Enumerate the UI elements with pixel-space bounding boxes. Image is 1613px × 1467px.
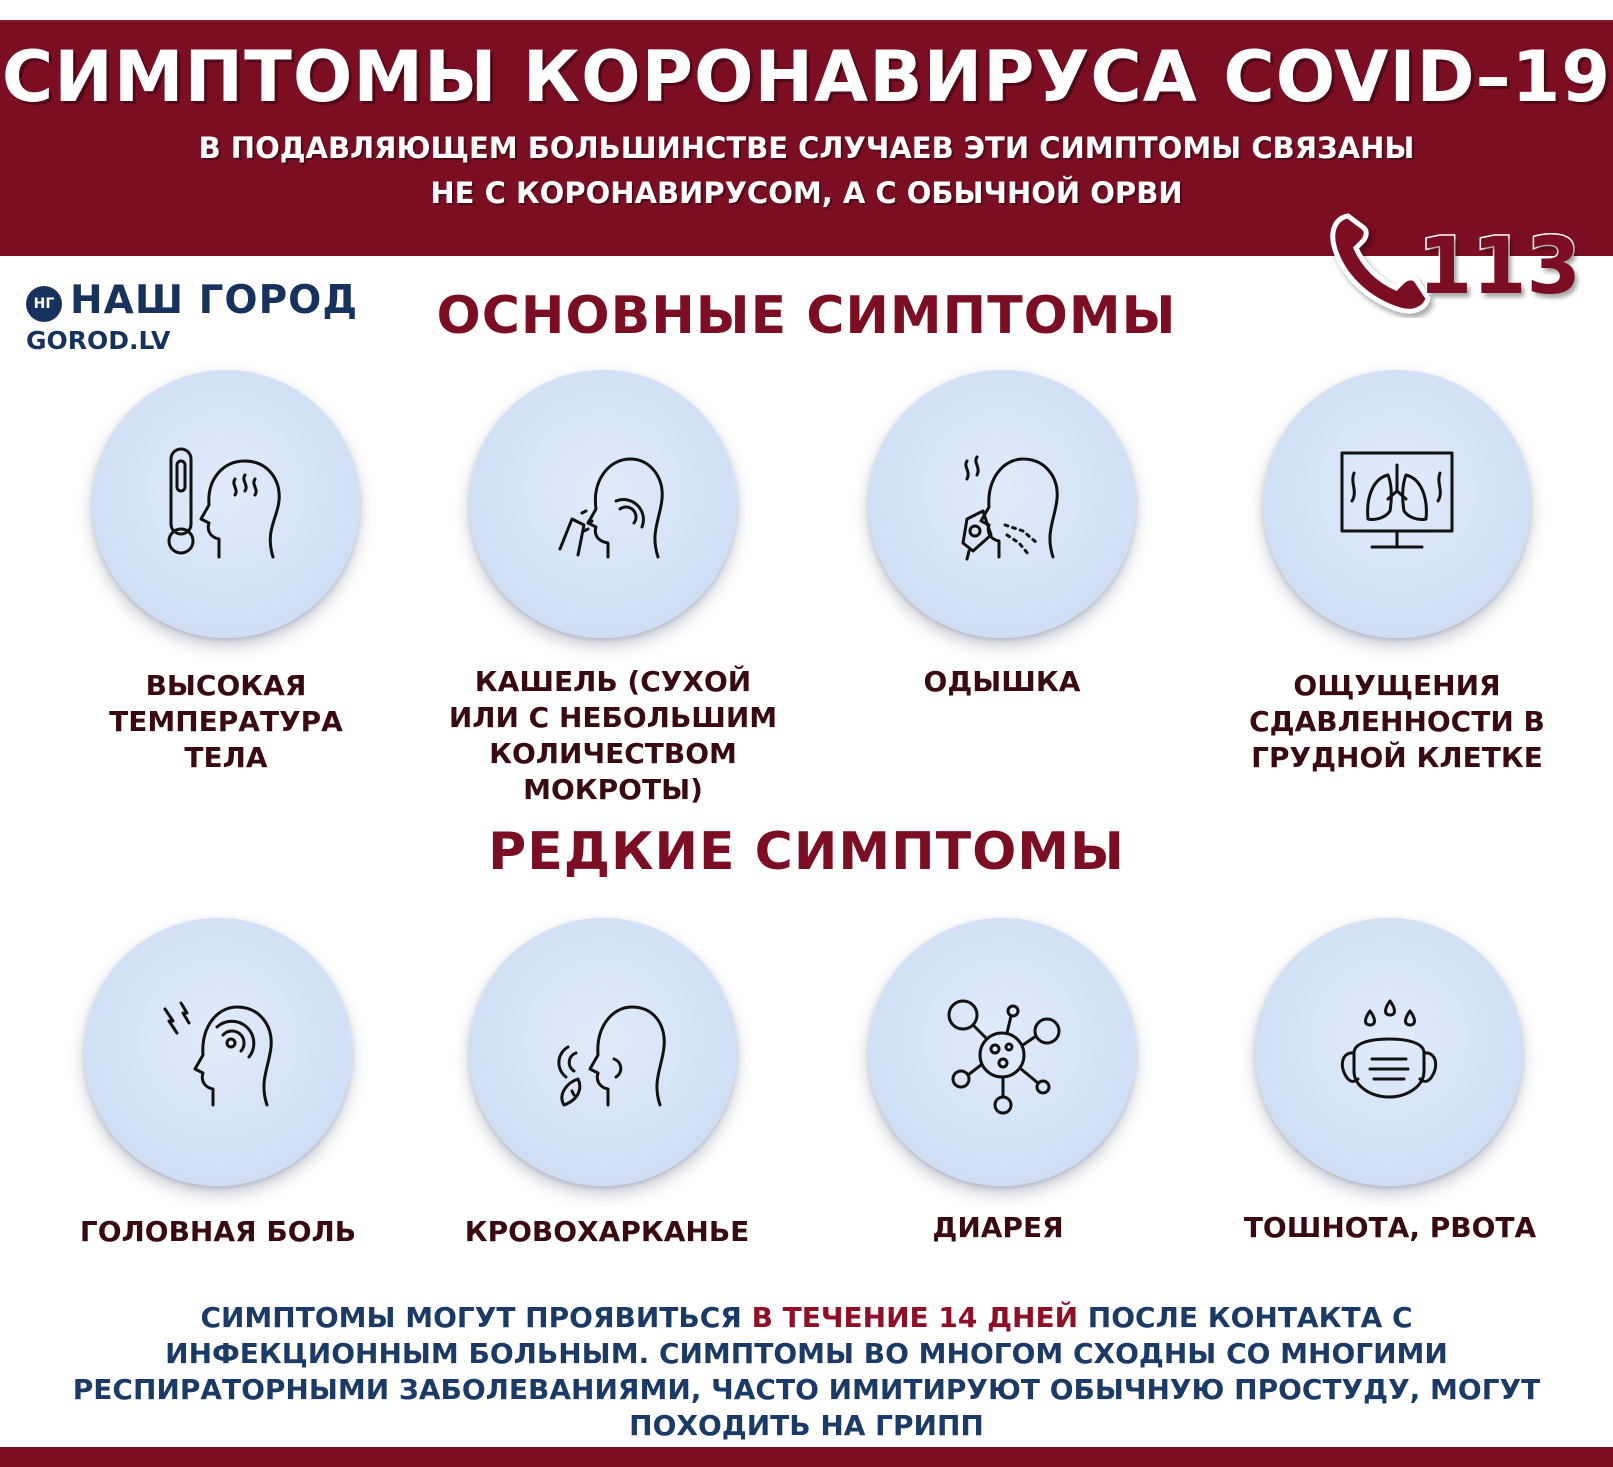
symptom-label-hemoptysis: КРОВОХАРКАНЬЕ — [464, 1215, 750, 1248]
footer-highlight: В ТЕЧЕНИЕ 14 ДНЕЙ — [751, 1301, 1079, 1334]
symptom-circle-diarrhea — [868, 918, 1136, 1186]
symptom-circle-chest — [1263, 370, 1531, 638]
subtitle-line-1: В ПОДАВЛЯЮЩЕМ БОЛЬШИНСТВЕ СЛУЧАЕВ ЭТИ СИМПТОМЫ СВЯЗАНЫ — [198, 131, 1415, 165]
rare-symptoms-title: РЕДКИЕ СИМПТОМЫ — [488, 822, 1125, 882]
thermometer-head-icon — [161, 439, 291, 569]
breath-mask-icon — [937, 439, 1067, 569]
virus-molecule-icon — [937, 987, 1067, 1117]
symptom-label-headache: ГОЛОВНАЯ БОЛЬ — [79, 1215, 357, 1248]
symptom-label-diarrhea: ДИАРЕЯ — [932, 1211, 1064, 1244]
logo-url: GOROD.LV — [26, 326, 171, 355]
subtitle-line-2: НЕ С КОРОНАВИРУСОМ, А С ОБЫЧНОЙ ОРВИ — [430, 176, 1183, 210]
symptom-label-chest: ОЩУЩЕНИЯ СДАВЛЕННОСТИ В ГРУДНОЙ КЛЕТКЕ — [1249, 669, 1545, 774]
main-symptoms-title: ОСНОВНЫЕ СИМПТОМЫ — [436, 286, 1177, 346]
footer-note — [60, 1300, 1553, 1444]
cough-icon — [538, 439, 668, 569]
symptom-circle-hemoptysis — [469, 918, 737, 1186]
symptom-circle-nausea — [1255, 918, 1523, 1186]
symptom-label-cough: КАШЕЛЬ (СУХОЙ ИЛИ С НЕБОЛЬШИМ КОЛИЧЕСТВОМ МОКРОТЫ) — [448, 665, 778, 806]
bottom-bar — [0, 1447, 1613, 1467]
footer-text-start: СИМПТОМЫ МОГУТ ПРОЯВИТЬСЯ — [200, 1301, 752, 1334]
symptom-circle-fever — [92, 370, 360, 638]
page-subtitle — [0, 126, 1613, 216]
symptom-label-dyspnea: ОДЫШКА — [923, 665, 1081, 698]
logo-name: НАШ ГОРОД — [70, 278, 359, 323]
symptom-label-fever: ВЫСОКАЯ ТЕМПЕРАТУРА ТЕЛА — [109, 669, 343, 774]
cough-blood-icon — [538, 987, 668, 1117]
lungs-monitor-icon — [1332, 439, 1462, 569]
symptom-circle-headache — [84, 918, 352, 1186]
symptom-circle-dyspnea — [868, 370, 1136, 638]
symptom-label-nausea: ТОШНОТА, РВОТА — [1243, 1211, 1537, 1244]
logo-badge: НГ — [26, 286, 62, 322]
symptom-circle-cough — [469, 370, 737, 638]
footer-text-end: ПОСЛЕ КОНТАКТА С ИНФЕКЦИОННЫМ БОЛЬНЫМ. СИМПТОМЫ ВО МНОГОМ СХОДНЫ СО МНОГИМИ РЕСПИРАТОРНЫМИ ЗАБОЛЕВАНИЯМИ, ЧАСТО ИМИТИРУЮТ ОБЫЧНУЮ ПРОСТУДУ, МОГУТ ПОХОДИТЬ НА ГРИПП — [72, 1301, 1541, 1442]
headache-icon — [153, 987, 283, 1117]
mask-drops-icon — [1324, 987, 1454, 1117]
phone-number: 113 — [1418, 222, 1581, 312]
page-title: СИМПТОМЫ КОРОНАВИРУСА COVID–19 — [1, 36, 1612, 118]
